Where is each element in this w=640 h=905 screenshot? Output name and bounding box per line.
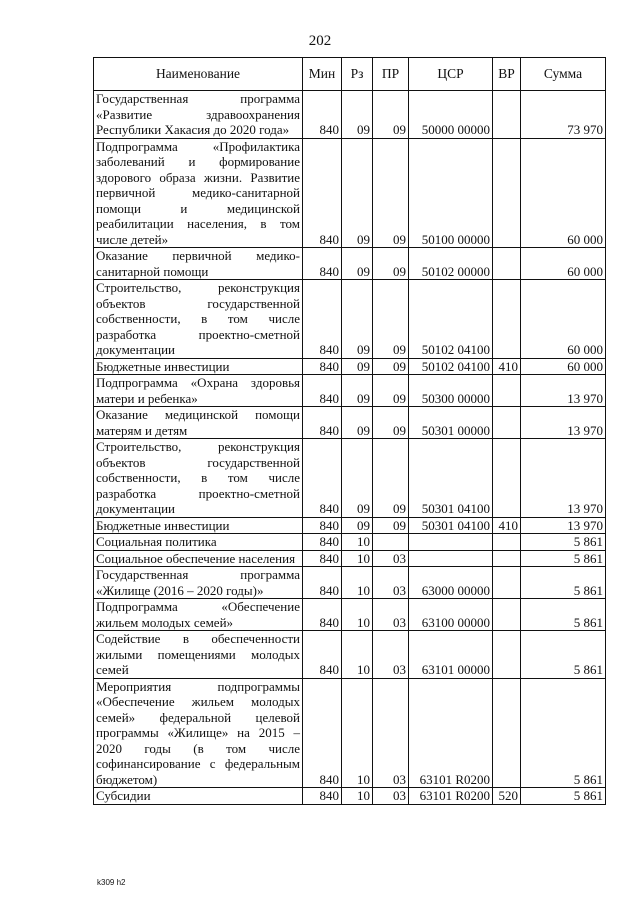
cell-name: Субсидии bbox=[94, 788, 303, 805]
cell-name: Подпрограмма «Охрана здоровья матери и ребенка» bbox=[94, 375, 303, 407]
cell-vr: 410 bbox=[493, 517, 521, 534]
cell-pr: 09 bbox=[373, 407, 409, 439]
cell-sum: 5 861 bbox=[521, 631, 606, 679]
cell-vr bbox=[493, 407, 521, 439]
cell-rz: 09 bbox=[342, 358, 373, 375]
cell-min: 840 bbox=[303, 534, 342, 551]
cell-min: 840 bbox=[303, 138, 342, 248]
cell-csr: 63000 00000 bbox=[409, 567, 493, 599]
cell-name: Бюджетные инвестиции bbox=[94, 358, 303, 375]
cell-min: 840 bbox=[303, 678, 342, 788]
budget-table bbox=[93, 57, 606, 805]
cell-rz: 09 bbox=[342, 280, 373, 359]
cell-sum: 5 861 bbox=[521, 567, 606, 599]
cell-min: 840 bbox=[303, 550, 342, 567]
cell-sum: 5 861 bbox=[521, 788, 606, 805]
header-name: Наименование bbox=[94, 58, 303, 91]
cell-csr: 50100 00000 bbox=[409, 138, 493, 248]
cell-min: 840 bbox=[303, 375, 342, 407]
cell-min: 840 bbox=[303, 567, 342, 599]
cell-name: Мероприятия подпрограммы «Обеспечение жильем молодых семей» федеральной целевой программы «Жилище» на 2015 – 2020 годы (в том числе софинансирование с федеральным бюджетом) bbox=[94, 678, 303, 788]
cell-vr bbox=[493, 375, 521, 407]
table-row bbox=[94, 280, 606, 359]
cell-rz: 09 bbox=[342, 248, 373, 280]
cell-sum: 13 970 bbox=[521, 517, 606, 534]
table-row bbox=[94, 91, 606, 139]
cell-sum: 60 000 bbox=[521, 138, 606, 248]
cell-sum: 5 861 bbox=[521, 550, 606, 567]
cell-name: Социальное обеспечение населения bbox=[94, 550, 303, 567]
cell-name: Строительство, реконструкция объектов государственной собственности, в том числе разработка проектно-сметной документации bbox=[94, 280, 303, 359]
cell-vr bbox=[493, 91, 521, 139]
cell-pr: 03 bbox=[373, 631, 409, 679]
cell-name: Подпрограмма «Обеспечение жильем молодых семей» bbox=[94, 599, 303, 631]
cell-csr: 50102 04100 bbox=[409, 280, 493, 359]
table-row bbox=[94, 534, 606, 551]
cell-pr: 09 bbox=[373, 91, 409, 139]
header-sum: Сумма bbox=[521, 58, 606, 91]
cell-vr bbox=[493, 567, 521, 599]
cell-rz: 09 bbox=[342, 375, 373, 407]
cell-vr bbox=[493, 248, 521, 280]
table-row bbox=[94, 375, 606, 407]
cell-min: 840 bbox=[303, 407, 342, 439]
cell-csr: 50102 04100 bbox=[409, 358, 493, 375]
cell-csr: 50301 04100 bbox=[409, 439, 493, 518]
cell-rz: 09 bbox=[342, 439, 373, 518]
cell-name: Оказание первичной медико-санитарной помощи bbox=[94, 248, 303, 280]
cell-vr bbox=[493, 439, 521, 518]
cell-rz: 10 bbox=[342, 788, 373, 805]
cell-name: Строительство, реконструкция объектов государственной собственности, в том числе разработка проектно-сметной документации bbox=[94, 439, 303, 518]
cell-csr: 50000 00000 bbox=[409, 91, 493, 139]
cell-csr: 63101 R0200 bbox=[409, 788, 493, 805]
cell-vr bbox=[493, 550, 521, 567]
cell-sum: 13 970 bbox=[521, 407, 606, 439]
cell-sum: 60 000 bbox=[521, 248, 606, 280]
cell-min: 840 bbox=[303, 358, 342, 375]
table-row bbox=[94, 550, 606, 567]
cell-min: 840 bbox=[303, 599, 342, 631]
header-min: Мин bbox=[303, 58, 342, 91]
table-row bbox=[94, 439, 606, 518]
cell-min: 840 bbox=[303, 631, 342, 679]
cell-name: Государственная программа «Жилище (2016 – 2020 годы)» bbox=[94, 567, 303, 599]
cell-rz: 10 bbox=[342, 631, 373, 679]
cell-vr bbox=[493, 534, 521, 551]
cell-name: Подпрограмма «Профилактика заболеваний и формирование здорового образа жизни. Развитие первичной медико-санитарной помощи и медицинской реабилитации населения, в том числе детей» bbox=[94, 138, 303, 248]
cell-sum: 5 861 bbox=[521, 678, 606, 788]
cell-pr: 09 bbox=[373, 517, 409, 534]
cell-rz: 10 bbox=[342, 534, 373, 551]
cell-vr bbox=[493, 631, 521, 679]
table-row bbox=[94, 678, 606, 788]
cell-pr: 03 bbox=[373, 550, 409, 567]
cell-rz: 09 bbox=[342, 91, 373, 139]
cell-min: 840 bbox=[303, 280, 342, 359]
cell-sum: 60 000 bbox=[521, 280, 606, 359]
table-body bbox=[94, 91, 606, 805]
cell-csr: 63101 00000 bbox=[409, 631, 493, 679]
cell-min: 840 bbox=[303, 788, 342, 805]
cell-vr: 410 bbox=[493, 358, 521, 375]
cell-pr: 09 bbox=[373, 358, 409, 375]
page-number: 202 bbox=[308, 33, 332, 49]
table-row bbox=[94, 567, 606, 599]
table-row bbox=[94, 358, 606, 375]
cell-pr: 09 bbox=[373, 280, 409, 359]
cell-vr bbox=[493, 599, 521, 631]
cell-rz: 10 bbox=[342, 599, 373, 631]
cell-min: 840 bbox=[303, 91, 342, 139]
header-vr: ВР bbox=[493, 58, 521, 91]
cell-sum: 5 861 bbox=[521, 599, 606, 631]
cell-min: 840 bbox=[303, 248, 342, 280]
header-csr: ЦСР bbox=[409, 58, 493, 91]
cell-pr: 09 bbox=[373, 138, 409, 248]
cell-name: Государственная программа «Развитие здравоохранения Республики Хакасия до 2020 года» bbox=[94, 91, 303, 139]
cell-name: Социальная политика bbox=[94, 534, 303, 551]
cell-vr bbox=[493, 138, 521, 248]
cell-rz: 09 bbox=[342, 138, 373, 248]
cell-vr bbox=[493, 280, 521, 359]
cell-csr: 50300 00000 bbox=[409, 375, 493, 407]
cell-rz: 10 bbox=[342, 567, 373, 599]
cell-sum: 13 970 bbox=[521, 375, 606, 407]
cell-pr: 09 bbox=[373, 248, 409, 280]
cell-pr: 03 bbox=[373, 788, 409, 805]
cell-csr: 63101 R0200 bbox=[409, 678, 493, 788]
cell-rz: 10 bbox=[342, 550, 373, 567]
table-row bbox=[94, 631, 606, 679]
table-row bbox=[94, 248, 606, 280]
table-row bbox=[94, 788, 606, 805]
cell-csr: 50301 00000 bbox=[409, 407, 493, 439]
cell-name: Бюджетные инвестиции bbox=[94, 517, 303, 534]
table-row bbox=[94, 138, 606, 248]
cell-name: Оказание медицинской помощи матерям и детям bbox=[94, 407, 303, 439]
cell-sum: 60 000 bbox=[521, 358, 606, 375]
cell-sum: 13 970 bbox=[521, 439, 606, 518]
cell-csr bbox=[409, 534, 493, 551]
footer-code: k309 h2 bbox=[97, 878, 126, 887]
table-row bbox=[94, 599, 606, 631]
cell-csr: 50102 00000 bbox=[409, 248, 493, 280]
cell-csr: 63100 00000 bbox=[409, 599, 493, 631]
cell-pr: 03 bbox=[373, 678, 409, 788]
cell-min: 840 bbox=[303, 439, 342, 518]
cell-csr bbox=[409, 550, 493, 567]
header-rz: Рз bbox=[342, 58, 373, 91]
table-row bbox=[94, 517, 606, 534]
table-row bbox=[94, 407, 606, 439]
cell-csr: 50301 04100 bbox=[409, 517, 493, 534]
cell-rz: 10 bbox=[342, 678, 373, 788]
cell-rz: 09 bbox=[342, 517, 373, 534]
cell-sum: 73 970 bbox=[521, 91, 606, 139]
cell-rz: 09 bbox=[342, 407, 373, 439]
cell-pr: 03 bbox=[373, 567, 409, 599]
cell-pr: 03 bbox=[373, 599, 409, 631]
cell-name: Содействие в обеспеченности жилыми помещениями молодых семей bbox=[94, 631, 303, 679]
table-header-row bbox=[94, 58, 606, 91]
cell-sum: 5 861 bbox=[521, 534, 606, 551]
cell-min: 840 bbox=[303, 517, 342, 534]
cell-pr: 09 bbox=[373, 439, 409, 518]
cell-vr bbox=[493, 678, 521, 788]
header-pr: ПР bbox=[373, 58, 409, 91]
cell-pr bbox=[373, 534, 409, 551]
cell-vr: 520 bbox=[493, 788, 521, 805]
cell-pr: 09 bbox=[373, 375, 409, 407]
